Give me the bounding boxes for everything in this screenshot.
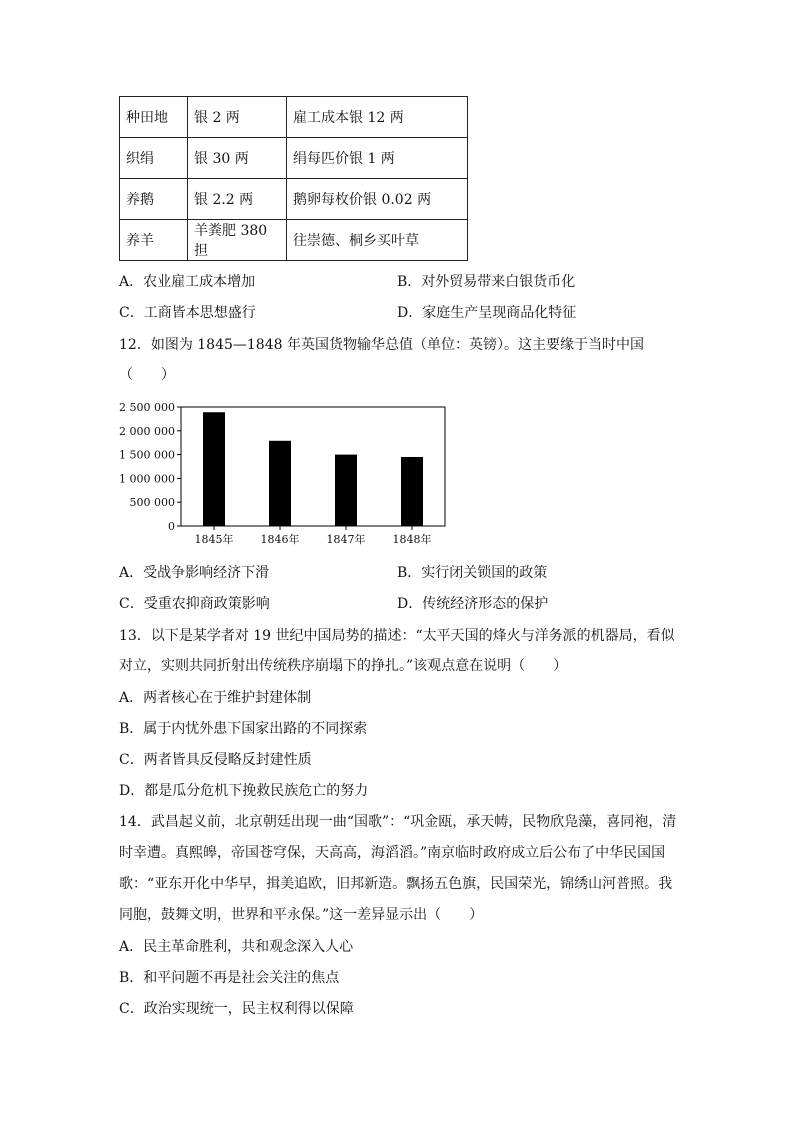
x-tick-label: 1846年 <box>260 533 300 546</box>
y-tick-label: 1 500 000 <box>119 448 175 462</box>
q11-option-c: C．工商皆本思想盛行 <box>119 305 256 321</box>
q12-option-a: A．受战争影响经济下滑 <box>119 565 270 581</box>
q13-stem-line-2: 对立，实则共同折射出传统秩序崩塌下的挣扎。”该观点意在说明（ ） <box>119 658 568 674</box>
q12-answer-paren: （ ） <box>119 367 175 383</box>
q13-option-d: D．都是瓜分危机下挽救民族危亡的努力 <box>119 783 369 799</box>
bar <box>335 455 357 526</box>
x-tick-label: 1845年 <box>194 533 234 546</box>
q12-option-c: C．受重农抑商政策影响 <box>119 596 270 612</box>
q14-option-b: B．和平问题不再是社会关注的焦点 <box>119 970 340 986</box>
bar <box>203 412 225 526</box>
table-cell: 养羊 <box>120 220 188 261</box>
y-tick-label: 1 000 000 <box>119 472 175 486</box>
table-cell: 绢每匹价银 1 两 <box>287 138 468 179</box>
q12-stem: 12．如图为 1845—1848 年英国货物输华总值（单位：英镑）。这主要缘于当时中国 <box>119 337 644 353</box>
y-tick-label: 0 <box>168 520 175 533</box>
q11-option-b: B．对外贸易带来白银货币化 <box>397 274 576 290</box>
q11-option-a: A．农业雇工成本增加 <box>119 274 256 290</box>
table-cell: 种田地 <box>120 97 188 138</box>
q14-stem-line-3: 歌：“亚东开化中华早，揖美追欧，旧邦新造。飘扬五色旗，民国荣光，锦绣山河普照。我 <box>119 876 673 892</box>
table-cell: 羊粪肥 380 担 <box>188 220 287 261</box>
q13-option-a: A．两者核心在于维护封建体制 <box>119 690 312 706</box>
q14-option-a: A．民主革命胜利，共和观念深入人心 <box>119 939 354 955</box>
q14-stem-line-1: 14．武昌起义前，北京朝廷出现一曲“国歌”：“巩金瓯，承天帱，民物欣凫藻，喜同袍，清 <box>119 814 677 830</box>
y-tick-label: 2 500 000 <box>119 401 175 414</box>
q13-option-c: C．两者皆具反侵略反封建性质 <box>119 752 312 768</box>
table-cell: 往崇德、桐乡买叶草 <box>287 220 468 261</box>
table-cell: 织绢 <box>120 138 188 179</box>
q14-stem-line-2: 时幸遭。真熙皞，帝国苍穹保，天高高，海滔滔。”南京临时政府成立后公布了中华民国国 <box>119 845 666 861</box>
table-cell: 养鹅 <box>120 179 188 220</box>
q13-stem-line-1: 13．以下是某学者对 19 世纪中国局势的描述：“太平天国的烽火与洋务派的机器局，看似 <box>119 628 675 644</box>
table-cell: 银 30 两 <box>188 138 287 179</box>
question-11-table <box>119 96 468 261</box>
q11-option-d: D．家庭生产呈现商品化特征 <box>397 305 577 321</box>
y-tick-label: 500 000 <box>129 496 175 510</box>
table-row <box>120 97 468 138</box>
x-tick-label: 1847年 <box>326 533 366 546</box>
table-cell: 银 2 两 <box>188 97 287 138</box>
table-row <box>120 220 468 261</box>
y-tick-label: 2 000 000 <box>119 424 175 438</box>
table-cell: 雇工成本银 12 两 <box>287 97 468 138</box>
table-cell: 鹅卵每枚价银 0.02 两 <box>287 179 468 220</box>
q13-option-b: B．属于内忧外患下国家出路的不同探索 <box>119 721 368 737</box>
q12-option-d: D．传统经济形态的保护 <box>397 596 549 612</box>
x-tick-label: 1848年 <box>392 533 432 546</box>
q14-stem-line-4: 同胞，鼓舞文明，世界和平永保。”这一差异显示出（ ） <box>119 907 484 923</box>
q12-bar-chart <box>115 397 455 552</box>
q14-option-c: C．政治实现统一，民主权利得以保障 <box>119 1001 354 1017</box>
bar <box>269 441 291 526</box>
table-cell: 银 2.2 两 <box>188 179 287 220</box>
q12-option-b: B．实行闭关锁国的政策 <box>397 565 548 581</box>
table-row <box>120 138 468 179</box>
table-row <box>120 179 468 220</box>
bar <box>401 457 423 526</box>
